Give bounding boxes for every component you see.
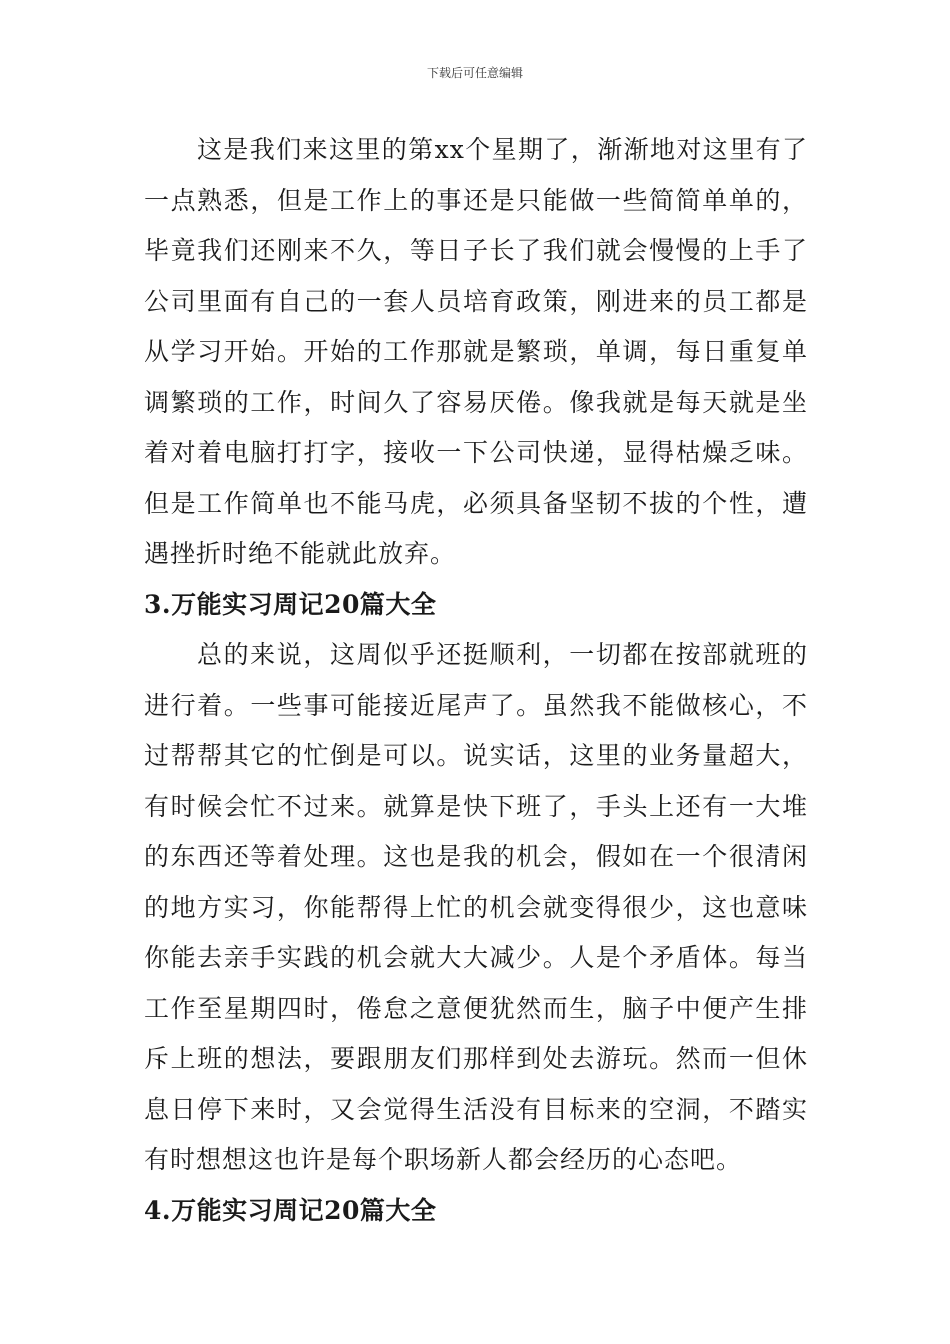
- section-heading-3: 3.万能实习周记20篇大全: [144, 589, 437, 619]
- page-header: 下载后可任意编辑: [426, 66, 523, 80]
- document-body: [144, 125, 808, 1236]
- section-heading-4: 4.万能实习周记20篇大全: [144, 1195, 437, 1225]
- paragraph-week-xx: 这是我们来这里的第xx个星期了，渐渐地对这里有了一点熟悉，但是工作上的事还是只能做一些简简单单的，毕竟我们还刚来不久，等日子长了我们就会慢慢的上手了公司里面有自己的一套人员培育政策，刚进来的员工都是从学习开始。开始的工作那就是繁琐，单调，每日重复单调繁琐的工作，时间久了容易厌倦。像我就是每天就是坐着对着电脑打打字，接收一下公司快递，显得枯燥乏味。但是工作简单也不能马虎，必须具备坚韧不拔的个性，遭遇挫折时绝不能就此放弃。: [144, 135, 808, 568]
- paragraph-summary: 总的来说，这周似乎还挺顺利，一切都在按部就班的进行着。一些事可能接近尾声了。虽然我不能做核心，不过帮帮其它的忙倒是可以。说实话，这里的业务量超大，有时候会忙不过来。就算是快下班了，手头上还有一大堆的东西还等着处理。这也是我的机会，假如在一个很清闲的地方实习，你能帮得上忙的机会就变得很少，这也意味你能去亲手实践的机会就大大减少。人是个矛盾体。每当工作至星期四时，倦怠之意便犹然而生，脑子中便产生排斥上班的想法，要跟朋友们那样到处去游玩。然而一但休息日停下来时，又会觉得生活没有目标来的空洞，不踏实有时想想这也许是每个职场新人都会经历的心态吧。: [144, 640, 808, 1174]
